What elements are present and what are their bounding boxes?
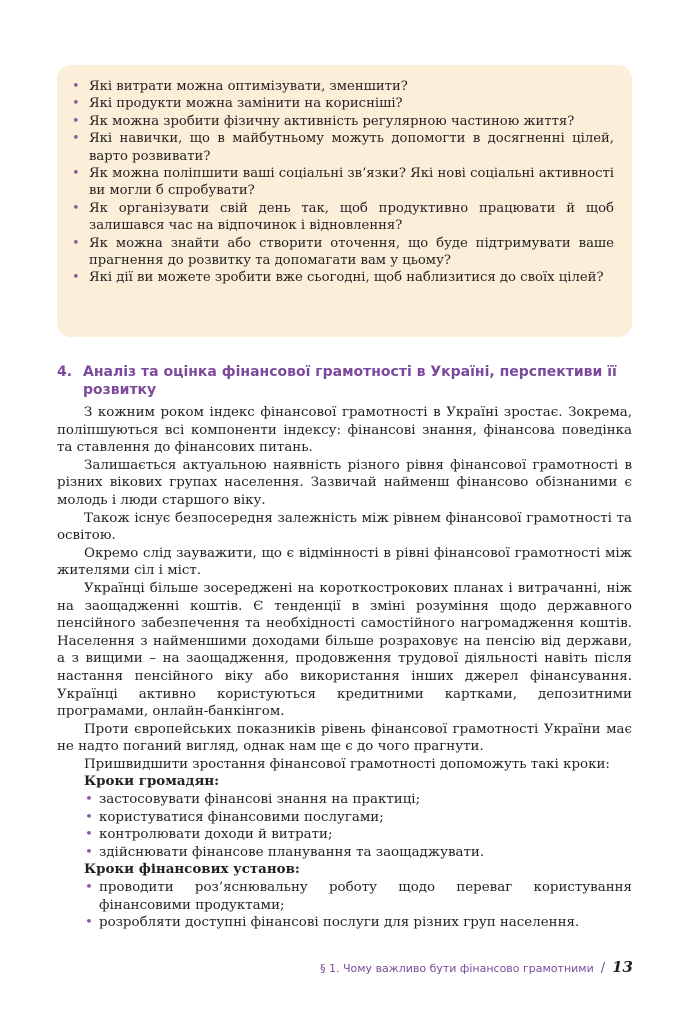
body-text <box>57 404 632 932</box>
paragraph: Українці більше зосереджені на короткострокових планах і витрачанні, ніж на заощадженні коштів. Є тенденції в зміні розуміння щодо державного пенсійного забезпечення та необхідності самостійного нагромадження коштів. Населення з найменшими доходами більше розраховує на пенсію від держави, а з вищими – на заощадження, продовження трудової діяльності навіть після настання пенсійного віку або використання інших джерел фінансування. Українці активно користуються кредитними картками, депозитними програмами, онлайн-банкінгом. <box>57 580 632 720</box>
chapter-title: § 1. Чому важливо бути фінансово грамотними <box>320 962 594 975</box>
list-item: • Які навички, що в майбутньому можуть допомогти в досягненні цілей, варто розвивати? <box>72 131 614 164</box>
list-item: • Які витрати можна оптимізувати, зменшити? <box>72 79 408 94</box>
institutions-steps-heading: Кроки фінансових установ: <box>84 861 300 878</box>
list-item: • Як можна поліпшити ваші соціальні зв’язки? Які нові соціальні активності ви могли б спробувати? <box>72 166 614 199</box>
citizens-steps-list <box>57 791 632 861</box>
institutions-steps-list <box>57 879 632 932</box>
paragraph: Проти європейських показників рівень фінансової грамотності України має не надто поганий вигляд, однак нам ще є до чого прагнути. <box>57 721 632 755</box>
section-number: 4. <box>57 364 73 380</box>
bullet-icon: • <box>72 96 80 112</box>
page-number: 13 <box>612 958 633 976</box>
footer-separator: / <box>600 961 606 976</box>
paragraph: Окремо слід зауважити, що є відмінності в рівні фінансової грамотності між жителями сіл і міст. <box>57 545 632 579</box>
questions-callout <box>57 65 632 337</box>
bullet-icon: • <box>72 166 80 182</box>
bullet-icon: • <box>85 915 93 931</box>
paragraph: Також існує безпосередня залежність між рівнем фінансової грамотності та освітою. <box>57 510 632 544</box>
bullet-icon: • <box>85 844 93 860</box>
bullet-icon: • <box>85 809 93 825</box>
bullet-icon: • <box>72 131 80 147</box>
citizens-steps-heading: Кроки громадян: <box>84 773 220 790</box>
list-item: • Як можна знайти або створити оточення, що буде підтримувати ваше прагнення до розвитку та допомагати вам у цьому? <box>72 235 614 269</box>
bullet-icon: • <box>85 792 93 808</box>
paragraph: З кожним роком індекс фінансової грамотності в Україні зростає. Зокрема, поліпшуються всі компоненти індексу: фінансові знання, фінансова поведінка та ставлення до фінансових питань. <box>57 405 632 456</box>
bullet-icon: • <box>72 200 80 216</box>
list-item: • Як можна зробити фізичну активність регулярною частиною життя? <box>72 113 575 129</box>
bullet-icon: • <box>72 270 80 286</box>
list-item: • Які продукти можна замінити на корисніші? <box>72 96 403 112</box>
section-heading <box>57 363 617 399</box>
paragraph: Пришвидшити зростання фінансової грамотності допоможуть такі кроки: <box>84 756 610 772</box>
list-item: • контролювати доходи й витрати; <box>85 827 333 843</box>
bullet-icon: • <box>72 113 80 129</box>
list-item: • Як організувати свій день так, щоб продуктивно працювати й щоб залишався час на відпочинок і відновлення? <box>72 200 614 234</box>
page-footer <box>320 958 633 976</box>
bullet-icon: • <box>85 880 93 896</box>
list-item: • проводити роз’яснювальну роботу щодо переваг користування фінансовими продуктами; <box>85 880 632 913</box>
list-item: • Які дії ви можете зробити вже сьогодні, щоб наблизитися до своїх цілей? <box>72 270 604 286</box>
section-title: Аналіз та оцінка фінансової грамотності в Україні, перспективи її розвитку <box>83 364 617 398</box>
list-item: • розробляти доступні фінансові послуги для різних груп населення. <box>85 915 580 931</box>
questions-list <box>71 78 614 287</box>
list-item: • застосовувати фінансові знання на практиці; <box>85 792 421 808</box>
list-item: • користуватися фінансовими послугами; <box>85 809 384 825</box>
list-item: • здійснювати фінансове планування та заощаджувати. <box>85 844 485 860</box>
bullet-icon: • <box>85 827 93 843</box>
paragraph: Залишається актуальною наявність різного рівня фінансової грамотності в різних вікових групах населення. Зазвичай найменш фінансово обізнаними є молодь і люди старшого віку. <box>57 457 632 508</box>
bullet-icon: • <box>72 79 80 94</box>
bullet-icon: • <box>72 235 80 251</box>
